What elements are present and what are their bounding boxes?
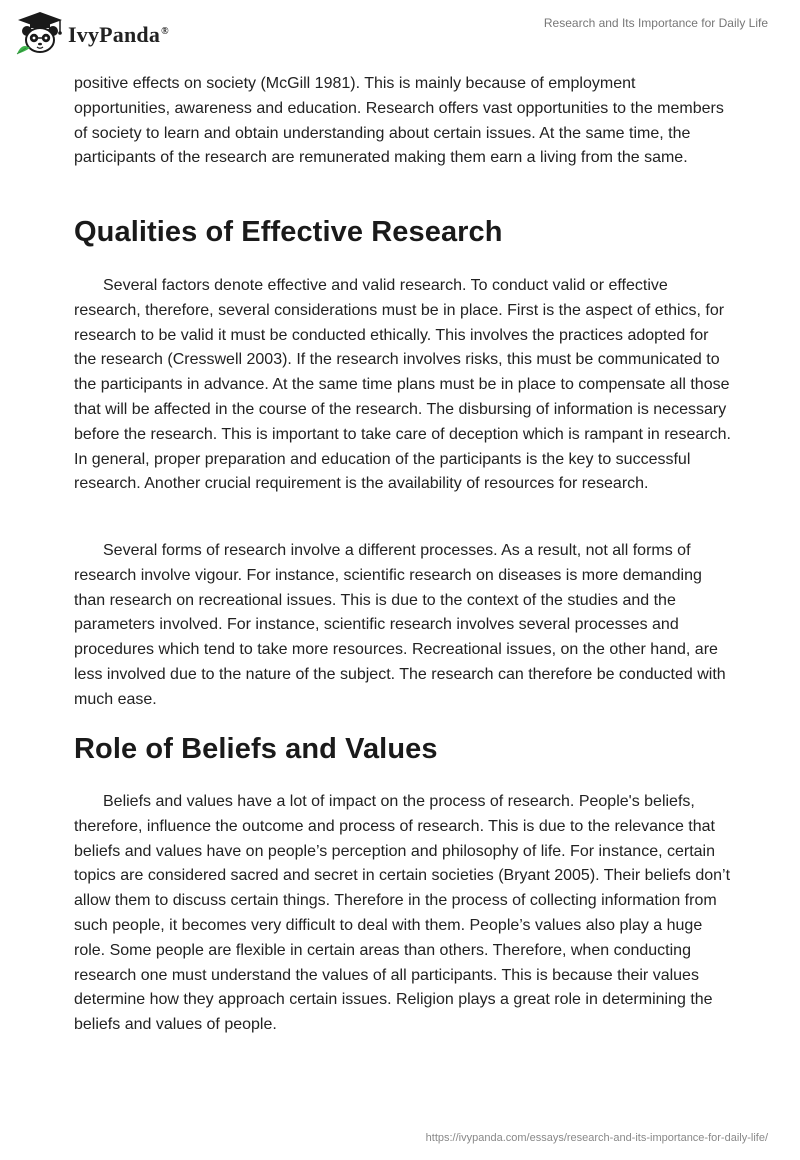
document-title: Research and Its Importance for Daily Life [543,16,768,30]
registered-mark: ® [161,25,169,37]
source-url-link[interactable]: https://ivypanda.com/essays/research-and-its-importance-for-daily-life/ [425,1132,768,1144]
page-header [0,0,800,62]
paragraph-intro: positive effects on society (McGill 1981). This is mainly because of employment opportunities, awareness and education. Research offers vast opportunities to the members of society to learn and obtain understanding about certain issues. At the same time, the participants of the research are remunerated making them earn a living from the same. [74,75,724,167]
brand-name: IvyPanda® [68,22,169,47]
heading-qualities: Qualities of Effective Research [74,216,503,248]
paragraph-beliefs: Beliefs and values have a lot of impact on the process of research. People's beliefs, therefore, influence the outcome and process of research. This is due to the relevance that beliefs and values have on people’s perception and philosophy of life. For instance, certain topics are considered sacred and secret in certain societies (Bryant 2005). Their beliefs don’t allow them to discuss certain things. Therefore in the process of collecting information from such people, it becomes very difficult to deal with them. People’s values also play a huge role. Some people are flexible in certain areas than others. Therefore, when conducting research one must understand the values of all participants. This is because their values determine how they approach certain issues. Religion plays a great role in determining the beliefs and values of people. [74,793,731,1034]
ivypanda-logo[interactable] [14,10,169,56]
paragraph-qualities-1: Several factors denote effective and valid research. To conduct valid or effective research, therefore, several considerations must be in place. First is the aspect of ethics, for research to be valid it must be conducted ethically. This involves the practices adopted for the research (Cresswell 2003). If the research involves risks, this must be communicated to the participants in advance. At the same time plans must be in place to compensate all those that will be affected in the course of the research. The disbursing of information is necessary before the research. This is important to take care of deception which is rampant in research. In general, proper preparation and education of the participants is the key to successful research. Another crucial requirement is the availability of resources for research. [74,277,731,493]
paragraph-qualities-2: Several forms of research involve a different processes. As a result, not all forms of research involve vigour. For instance, scientific research on diseases is more demanding than research on recreational issues. This is due to the context of the studies and the parameters involved. For instance, scientific research involves several processes and procedures which tend to take more resources. Recreational issues, on the other hand, are less involved due to the nature of the subject. The research can therefore be conducted with much ease. [74,542,726,708]
panda-graduate-icon [14,10,66,56]
heading-beliefs: Role of Beliefs and Values [74,733,438,765]
